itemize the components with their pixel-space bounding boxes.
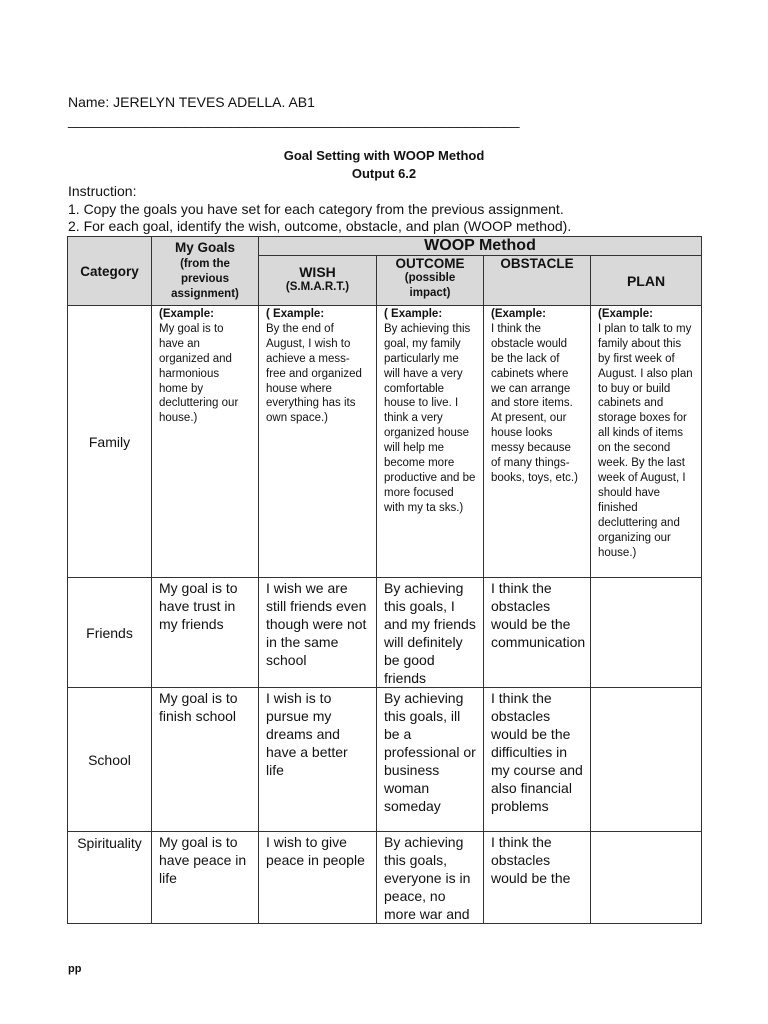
family-goal-cell: (Example: My goal is to have an organized and harmonious home by decluttering our house.) (152, 306, 259, 578)
header-my-goals: My Goals (from the previous assignment) (152, 237, 259, 306)
category-friends: Friends (68, 578, 152, 688)
spirituality-goal-cell: My goal is to have peace in life (152, 832, 259, 924)
friends-obstacle-cell: I think the obstacles would be the communication (484, 578, 591, 688)
header-plan: PLAN (591, 256, 702, 306)
family-outcome-cell: ( Example: By achieving this goal, my family particularly me will have a very comfortable house to live. I think a very organized house will help me become more productive and be more focused with my ta sks.) (377, 306, 484, 578)
document-title: Goal Setting with WOOP Method (283, 148, 485, 163)
category-spirituality: Spirituality (68, 832, 152, 924)
header-woop-method: WOOP Method (259, 237, 702, 256)
family-plan-cell: (Example: I plan to talk to my family about this by first week of August. I also plan to buy or build cabinets and storage boxes for all kinds of items on the second week. By the last week of August, I should have finished decluttering and organizing our house.) (591, 306, 702, 578)
instruction-step-1: 1. Copy the goals you have set for each category from the previous assignment. (68, 201, 564, 217)
school-wish-cell: I wish is to pursue my dreams and have a better life (259, 688, 377, 832)
name-underline: __________________________________________________________ (68, 112, 520, 128)
table-row-family (68, 306, 702, 578)
category-family: Family (68, 306, 152, 578)
category-school: School (68, 688, 152, 832)
friends-plan-cell (591, 578, 702, 688)
friends-goal-cell: My goal is to have trust in my friends (152, 578, 259, 688)
spirituality-obstacle-cell: I think the obstacles would be the (484, 832, 591, 924)
family-obstacle-cell: (Example: I think the obstacle would be the lack of cabinets where we can arrange and store items. At present, our house looks messy because of many things-books, toys, etc.) (484, 306, 591, 578)
student-name: Name: JERELYN TEVES ADELLA. AB1 (68, 94, 315, 110)
friends-wish-cell: I wish we are still friends even though were not in the same school (259, 578, 377, 688)
page-footer: pp (68, 963, 82, 975)
header-category: Category (68, 237, 152, 306)
table-row-school (68, 688, 702, 832)
table-row-spirituality (68, 832, 702, 924)
table-row-friends (68, 578, 702, 688)
school-plan-cell (591, 688, 702, 832)
school-outcome-cell: By achieving this goals, ill be a professional or business woman someday (377, 688, 484, 832)
school-goal-cell: My goal is to finish school (152, 688, 259, 832)
instruction-label: Instruction: (68, 183, 137, 199)
document-subtitle: Output 6.2 (351, 166, 417, 181)
family-wish-cell: ( Example: By the end of August, I wish to achieve a mess-free and organized house where everything has its own space.) (259, 306, 377, 578)
spirituality-outcome-cell: By achieving this goals, everyone is in peace, no more war and (377, 832, 484, 924)
spirituality-plan-cell (591, 832, 702, 924)
friends-outcome-cell: By achieving this goals, I and my friends will definitely be good friends (377, 578, 484, 688)
header-outcome: OUTCOME (possible impact) (377, 256, 484, 306)
school-obstacle-cell: I think the obstacles would be the difficulties in my course and also financial problems (484, 688, 591, 832)
header-obstacle: OBSTACLE (484, 256, 591, 306)
spirituality-wish-cell: I wish to give peace in people (259, 832, 377, 924)
woop-table (67, 236, 702, 924)
instruction-step-2: 2. For each goal, identify the wish, outcome, obstacle, and plan (WOOP method). (68, 218, 572, 234)
header-wish: WISH (S.M.A.R.T.) (259, 256, 377, 306)
